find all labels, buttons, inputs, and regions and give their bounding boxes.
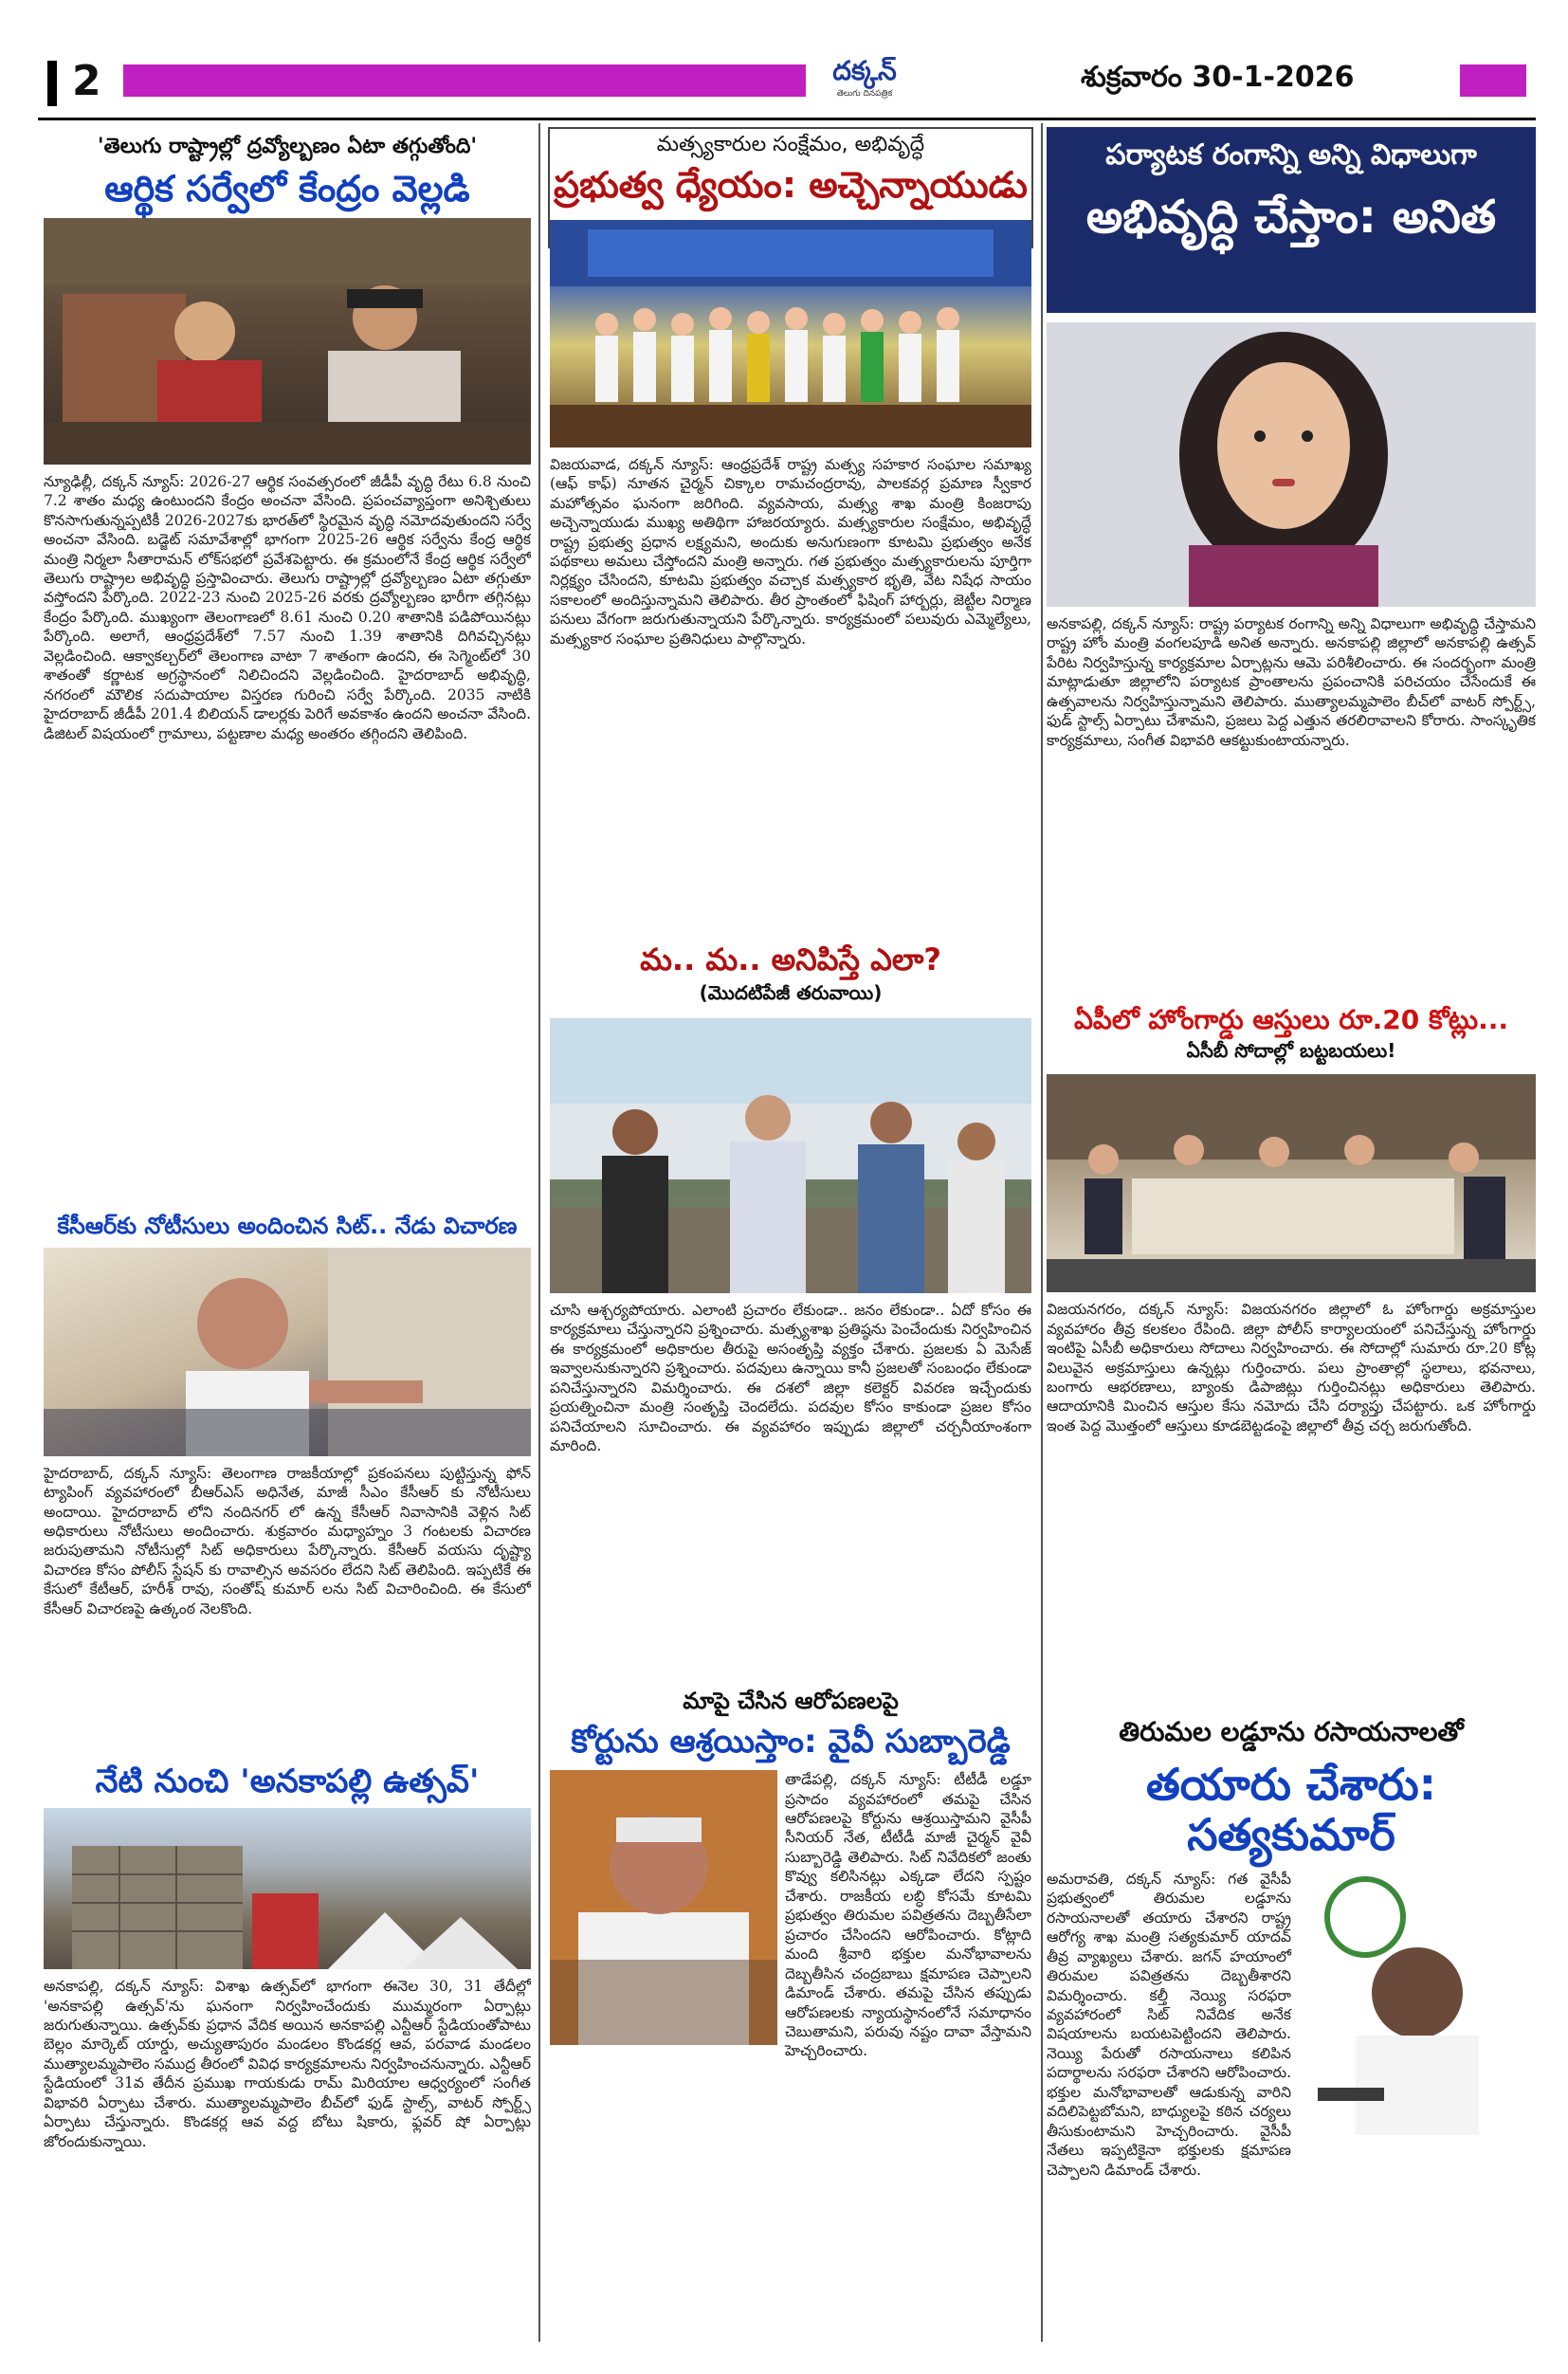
officials-field-photo-art — [550, 1018, 1031, 1293]
masthead-subtitle: తెలుగు దినపత్రిక — [836, 89, 893, 99]
masthead-title: దక్కన్ — [832, 55, 897, 86]
article-kicker: మాపై చేసిన ఆరోపణలపై — [683, 1688, 899, 1714]
kcr-photo-art — [44, 1248, 531, 1456]
article-headline: తయారు చేశారు: సత్యకుమార్ — [1145, 1759, 1437, 1860]
article-body: తాడేపల్లి, దక్కన్ న్యూస్: టీటీడీ లడ్డూ ప్రసాదం వ్యవహారంలో తమపై చేసిన ఆరోపణలపై కోర్టును ఆశ్రయిస్తామని వైసీపీ సీనియర్ నేత, టీటీడీ మాజీ చైర్మన్ వైవీ సుబ్బారెడ్డి తెలిపారు. సిట్ నివేదికలో జంతు కొవ్వు కలిసినట్లు ఎక్కడా లేదని స్పష్టం చేశారు. రాజకీయ లబ్ధి కోసమే కూటమి ప్రభుత్వం తిరుమల పవిత్రతను దెబ్బతీసేలా ప్రచారం చేసిందని ఆరోపించారు. కోట్లాది మంది శ్రీవారి భక్తుల మనోభావాలను దెబ్బతీసిన చంద్రబాబు క్షమాపణ చెప్పాలని డిమాండ్ చేశారు. తమపై చేసిన తప్పుడు ఆరోపణలకు న్యాయస్థానంలోనే సమాధానం చెబుతామని, పరువు నష్టం దావా వేస్తామని హెచ్చరించారు. — [785, 1771, 1031, 2060]
header-band-right — [1460, 64, 1526, 97]
article-headline: మ.. మ.. అనిపిస్తే ఎలా? — [640, 941, 941, 977]
article-body: అమరావతి, దక్కన్ న్యూస్: గత వైసీపీ ప్రభుత్వంలో తిరుమల లడ్డూను రసాయనాలతో తయారు చేశారని రాష్ట్ర ఆరోగ్య శాఖ మంత్రి సత్యకుమార్ యాదవ్ తీవ్ర వ్యాఖ్యలు చేశారు. జగన్ హయాంలో తిరుమల పవిత్రతను దెబ్బతీశారని విమర్శించారు. కల్తీ నెయ్యి సరఫరా వ్యవహారంలో సిట్ నివేదిక అనేక విషయాలను బయటపెట్టిందని తెలిపారు. నెయ్యి పేరుతో రసాయనాలు కలిపిన పదార్థాలను సరఫరా చేశారని ఆరోపించారు. భక్తుల మనోభావాలతో ఆడుకున్న వారిని వదిలిపెట్టబోమని, బాధ్యులపై కఠిన చర్యలు తీసుకుంటామని హెచ్చరించారు. వైసీపీ నేతలు ఇప్పటికైనా భక్తులకు క్షమాపణ చెప్పాలని డిమాండ్ చేశారు. — [1047, 1870, 1291, 2179]
article-kicker: పర్యాటక రంగాన్ని అన్ని విధాలుగా — [1105, 138, 1477, 172]
article-yv-subbareddy — [550, 1688, 1031, 2342]
masthead-logo — [808, 55, 921, 102]
article-body-row — [1047, 1870, 1536, 2180]
article-body-row — [550, 1770, 1031, 2061]
yv-subbareddy-photo — [550, 1770, 777, 2045]
acb-raid-photo-art — [1047, 1074, 1536, 1292]
article-body: హైదరాబాద్, దక్కన్ న్యూస్: తెలంగాణ రాజకీయాల్లో ప్రకంపనలు పుట్టిస్తున్న ఫోన్ ట్యాపింగ్ వ్యవహారంలో బీఆర్ఎస్ అధినేత, మాజీ సీఎం కేసీఆర్ కు నోటీసులు అందాయి. హైదరాబాద్ లోని నందినగర్ లో ఉన్న కేసీఆర్ నివాసానికి వెళ్లిన సిట్ అధికారులు నోటీసులు అందించారు. శుక్రవారం మధ్యాహ్నం 3 గంటలకు విచారణ జరుపుతామని నోటీసుల్లో సిట్ అధికారులు పేర్కొన్నారు. కేసీఆర్ వయసు దృష్ట్యా విచారణ కోసం పోలీస్ స్టేషన్ కు రావాల్సిన అవసరం లేదని సిట్ తెలిపింది. ఇప్పటికే ఈ కేసులో కేటీఆర్, హరీశ్ రావు, సంతోష్ కుమార్ లను సిట్ విచారించింది. ఈ కేసులో కేసీఆర్ విచారణపై ఉత్కంఠ నెలకొంది. — [44, 1464, 531, 1617]
article-subheading: (మొదటిపేజీ తరువాయి) — [699, 980, 883, 1004]
article-body: న్యూఢిల్లీ, దక్కన్ న్యూస్: 2026-27 ఆర్థిక సంవత్సరంలో జీడీపీ వృద్ధి రేటు 6.8 నుంచి 7.2 శాతం మధ్య ఉంటుందని కేంద్రం అంచనా వేసింది. ప్రపంచవ్యాప్తంగా అనిశ్చితులు కొనసాగుతున్నప్పటికీ 2026-2027కు భారత్‌లో స్థిరమైన వృద్ధి నమోదవుతుందని సర్వే అంచనా వేసింది. బడ్జెట్ సమావేశాల్లో భాగంగా 2025-26 ఆర్థిక సర్వేను కేంద్ర ఆర్థిక మంత్రి నిర్మలా సీతారామన్ లోక్‌సభలో ప్రవేశపెట్టారు. ఈ క్రమంలోనే కేంద్ర ఆర్థిక సర్వేలో తెలుగు రాష్ట్రాల అభివృద్ధి ప్రస్తావించారు. తెలుగు రాష్ట్రాల్లో ద్రవ్యోల్బణం ఏటా తగ్గుతూ వస్తోందని పేర్కొంది. 2022-23 నుంచి 2025-26 వరకు ద్రవ్యోల్బణం భారీగా తగ్గినట్లు కేంద్రం పేర్కొంది. ముఖ్యంగా తెలంగాణలో 8.61 నుంచి 0.20 శాతానికి పడిపోయినట్లు పేర్కొంది. అలాగే, ఆంధ్రప్రదేశ్‌లో 7.57 నుంచి 1.39 శాతానికి దిగివచ్చినట్లు వెల్లడించింది. ఆక్వాకల్చర్‌లో తెలంగాణ వాటా 7 శాతంగా ఉందని, ఈ సెగ్మెంట్‌లో 30 శాతంతో కర్ణాటక అగ్రస్థానంలో నిలిచిందని వెల్లడించింది. హైదరాబాద్ అభివృద్ధి, నగరంలో మౌలిక సదుపాయాల విస్తరణ గురించి సర్వే పేర్కొంది. 2035 నాటికి హైదరాబాద్ జీడీపీ 201.4 బిలియన్ డాలర్లకు పెరిగే అవకాశం ఉందని అంచనా వేసింది. డిజిటల్ విషయంలో గ్రామాలు, పట్టణాల మధ్య అంతరం తగ్గిందని తెలిపింది. — [44, 472, 531, 742]
satyakumar-photo — [1299, 1870, 1536, 2135]
article-headline: ఆర్థిక సర్వేలో కేంద్రం వెల్లడి — [104, 168, 470, 210]
anitha-photo — [1047, 322, 1536, 607]
page-date: శుక్రవారం 30-1-2026 — [1081, 61, 1355, 94]
article-body: చూసి ఆశ్చర్యపోయారు. ఎలాంటి ప్రచారం లేకుండా.. జనం లేకుండా.. ఏదో కోసం ఈ కార్యక్రమాలు చేస్తున్నారని ప్రశ్నించారు. మత్స్యశాఖ ప్రతిష్ఠను పెంచేందుకు నిర్వహించిన ఈ కార్యక్రమంలో అధికారుల తీరుపై అసంతృప్తి వ్యక్తం చేశారు. ప్రజలకు ఏ మెసేజ్ ఇవ్వాలనుకున్నారని ప్రశ్నించారు. పదవులు ఉన్నాయి కానీ ప్రజలతో సంబంధం లేకుండా పనిచేస్తున్నారని విమర్శించారు. ఈ దశలో జిల్లా కలెక్టర్ వివరణ ఇచ్చేందుకు ప్రయత్నించినా మంత్రి సంతృప్తి చెందలేదు. పదవుల కోసం కాకుండా ప్రజల కోసం పనిచేయాలని సూచించారు. ఈ వ్యవహారం ఇప్పుడు జిల్లాలో చర్చనీయాంశంగా మారింది. — [550, 1301, 1031, 1454]
header-band-left — [123, 64, 806, 97]
utsav-venue-photo-art — [44, 1808, 531, 1969]
article-headline: కోర్టును ఆశ్రయిస్తాం: వైవీ సుబ్బారెడ్డి — [571, 1723, 1011, 1761]
parliament-photo-art — [44, 218, 531, 465]
page-marker — [47, 61, 57, 106]
column-divider — [538, 123, 540, 2342]
article-headline: కేసీఆర్‌కు నోటీసులు అందించిన సిట్.. నేడు విచారణ — [57, 1214, 518, 1239]
yv-subbareddy-photo-art — [550, 1770, 777, 2045]
article-headline: నేటి నుంచి 'అనకాపల్లి ఉత్సవ్' — [95, 1763, 480, 1800]
article-homeguard-assets — [1047, 1005, 1536, 1707]
officials-field-photo — [550, 1018, 1031, 1293]
article-headline: ఏపీలో హోంగార్డు ఆస్తులు రూ.20 కోట్లు... — [1074, 1005, 1508, 1035]
article-body: అనకాపల్లి, దక్కన్ న్యూస్: విశాఖ ఉత్సవ్‌లో భాగంగా ఈనెల 30, 31 తేదీల్లో 'అనకాపల్లి ఉత్సవ్'ను ఘనంగా నిర్వహించేందుకు ముమ్మరంగా ఏర్పాట్లు జరుగుతున్నాయి. ఉత్సవ్‌కు ప్రధాన వేదిక అయిన అనకాపల్లి ఎన్టీఆర్ స్టేడియంతోపాటు బెల్లం మార్కెట్ యార్డు, అచ్యుతాపురం మండలం కొండకర్ల ఆవ, పరవాడ మండలం ముత్యాలమ్మపాలెం సముద్ర తీరంలో వివిధ కార్యక్రమాలను నిర్వహించనున్నారు. ఎన్టీఆర్ స్టేడియంలో 31వ తేదీన ప్రముఖ గాయకుడు రామ్ మిరియాల ఆధ్వర్యంలో సంగీత విభావరి ఏర్పాటు చేశారు. ముత్యాలమ్మపాలెం బీచ్‌లో ఫుడ్ స్టాల్స్, వాటర్ స్పోర్ట్స్ ఏర్పాటు చేస్తున్నారు. కొండకర్ల ఆవ వద్ద బోటు షికారు, ఫ్లవర్ షో ఏర్పాట్లు జోరందుకున్నాయి. — [44, 1978, 531, 2150]
acb-raid-photo — [1047, 1074, 1536, 1292]
article-headline: ప్రభుత్వ ధ్యేయం: అచ్చెన్నాయుడు — [554, 164, 1028, 206]
article-subheading: ఏసీబీ సోదాల్లో బట్టబయలు! — [1186, 1039, 1396, 1063]
article-anakapalli-utsav — [44, 1763, 531, 2332]
article-kcr-notice — [44, 1214, 531, 1782]
article-ma-ma — [550, 939, 1031, 1678]
article-economic-survey — [44, 133, 531, 1204]
page-header — [38, 53, 1536, 110]
fishermen-event-photo — [550, 220, 1031, 447]
kcr-photo — [44, 1248, 531, 1456]
satyakumar-photo-art — [1299, 1870, 1536, 2135]
article-kicker: తిరుమల లడ్డూను రసాయనాలతో — [1119, 1716, 1464, 1747]
parliament-photo — [44, 218, 531, 465]
article-body: అనకాపల్లి, దక్కన్ న్యూస్: రాష్ట్ర పర్యాటక రంగాన్ని అన్ని విధాలుగా అభివృద్ధి చేస్తామని రాష్ట్ర హోం మంత్రి వంగలపూడి అనిత అన్నారు. అనకాపల్లి జిల్లాలో అనకాపల్లి ఉత్సవ్ పేరిట నిర్వహిస్తున్న కార్యక్రమాల ఏర్పాట్లను ఆమె పరిశీలించారు. ఈ సందర్భంగా మంత్రి మాట్లాడుతూ జిల్లాలోని పర్యాటక ప్రాంతాలను ప్రపంచానికి పరిచయం చేసేందుకే ఈ ఉత్సవాలను నిర్వహిస్తున్నామని తెలిపారు. ముత్యాలమ్మపాలెం బీచ్‌లో వాటర్ స్పోర్ట్స్, ఫుడ్ స్టాల్స్ ఏర్పాటు చేశామని, ప్రజలు పెద్ద ఎత్తున తరలిరావాలని కోరారు. సాంస్కృతిక కార్యక్రమాలు, సంగీత విభావరి ఆకట్టుకుంటాయన్నారు. — [1047, 615, 1536, 749]
article-satyakumar — [1047, 1716, 1536, 2342]
anitha-photo-art — [1047, 322, 1536, 607]
article-anitha-tourism — [1047, 322, 1536, 1005]
article-headline: అభివృద్ధి చేస్తాం: అనిత — [1085, 191, 1497, 244]
page-number: 2 — [72, 57, 101, 105]
utsav-venue-photo — [44, 1808, 531, 1969]
fishermen-event-photo-art — [550, 220, 1031, 447]
article-kicker: 'తెలుగు రాష్ట్రాల్లో ద్రవ్యోల్బణం ఏటా తగ్గుతోంది' — [97, 135, 478, 158]
article-kicker: మత్స్యకారుల సంక్షేమం, అభివృద్ధే — [656, 133, 925, 156]
column-divider — [1041, 123, 1043, 2342]
article-body: విజయనగరం, దక్కన్ న్యూస్: విజయనగరం జిల్లాలో ఓ హోంగార్డు అక్రమాస్తుల వ్యవహారం తీవ్ర కలకలం రేపింది. జిల్లా పోలీస్ కార్యాలయంలో పనిచేస్తున్న హోంగార్డు ఇంటిపై ఏసీబీ అధికారులు సోదాలు నిర్వహించారు. ఈ సోదాల్లో సుమారు రూ.20 కోట్ల విలువైన అక్రమాస్తులు ఉన్నట్లు గుర్తించారు. పలు ప్రాంతాల్లో స్థలాలు, భవనాలు, బంగారు ఆభరణాలు, బ్యాంకు డిపాజిట్లు గుర్తించినట్లు అధికారులు తెలిపారు. ఆదాయానికి మించిన ఆస్తుల కేసు నమోదు చేసి దర్యాప్తు చేపట్టారు. ఒక హోంగార్డు ఇంత పెద్ద మొత్తంలో ఆస్తులు కూడబెట్టడంపై జిల్లాలో తీవ్ర చర్చ జరుగుతోంది. — [1047, 1301, 1536, 1434]
header-rule — [38, 118, 1536, 120]
headline-banner — [1047, 127, 1536, 313]
article-body: విజయవాడ, దక్కన్ న్యూస్: ఆంధ్రప్రదేశ్ రాష్ట్ర మత్స్య సహకార సంఘాల సమాఖ్య (ఆఫ్ కాఫ్) నూతన చైర్మన్ చిక్కాల రామచంద్రరావు, పాలకవర్గ ప్రమాణ స్వీకార మహోత్సవం ఘనంగా జరిగింది. వ్యవసాయ, మత్స్య శాఖ మంత్రి కింజరాపు అచ్చెన్నాయుడు ముఖ్య అతిథిగా హాజరయ్యారు. మత్స్యకారుల సంక్షేమం, అభివృద్ధే రాష్ట్ర ప్రభుత్వ ప్రధాన లక్ష్యమని, అందుకు అనుగుణంగా కూటమి ప్రభుత్వం అనేక పథకాలు అమలు చేస్తోందని మంత్రి అన్నారు. గత ప్రభుత్వం మత్స్యకారులను పూర్తిగా నిర్లక్ష్యం చేసిందని, కూటమి ప్రభుత్వం వచ్చాక మత్స్యకార భృతి, వేట నిషేధ సాయం సకాలంలో అందిస్తున్నామని తెలిపారు. తీర ప్రాంతంలో ఫిషింగ్ హార్బర్లు, జెట్టీల నిర్మాణ పనులు వేగంగా జరుగుతున్నాయని పేర్కొన్నారు. కార్యక్రమంలో పలువురు ఎమ్మెల్యేలు, మత్స్యకార సంఘాల ప్రతినిధులు పాల్గొన్నారు. — [550, 455, 1031, 648]
